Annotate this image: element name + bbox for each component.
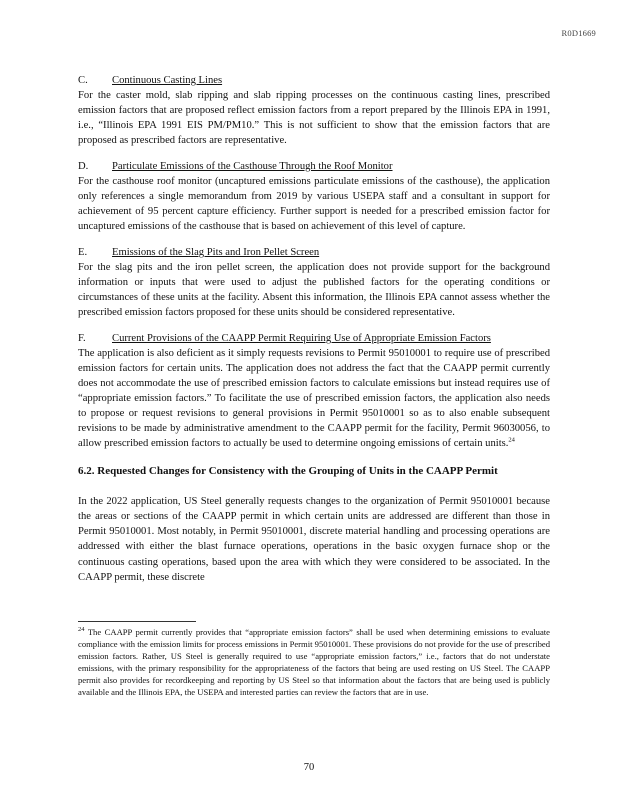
footnote-text: The CAAPP permit currently provides that “appropriate emission factors” shall be used when determining emissions to evaluate compliance with the emission limits for process emissions in Permit 95010001. These provisions do not provide for the use of prescribed emission factors. Rather, US Steel is generally required to use “appropriate emission factors,” i.e., factors that do not understate emissions, with the primary responsibility for the appropriateness of the factors that being are used resting on US Steel. The CAAPP permit also provides for recordkeeping and reporting by US Steel so that information about the factors that are being used is publicly available and the Illinois EPA, the USEPA and interested parties can review the factors that are in use. <box>78 627 550 698</box>
section-paragraph: For the caster mold, slab ripping and slab ripping processes on the continuous casting lines, prescribed emission factors that are proposed reflect emission factors from a report prepared by the Illinois EPA in 1991, i.e., “Illinois EPA 1991 EIS PM/PM10.” This is not sufficient to show that the emission factors that are proposed as prescribed factors are representative. <box>78 89 550 146</box>
section-e <box>78 247 550 320</box>
section-heading <box>78 161 550 174</box>
paragraph-6-2: In the 2022 application, US Steel generally requests changes to the organization of Permit 95010001 because the areas or sections of the CAAPP permit in which certain units are addressed are different than those in Permit 95010001. Most notably, in Permit 95010001, discrete material handling and processing operations are addressed with either the blast furnace operations, operations in the basic oxygen furnace shop or the continuous casting operations, based upon the area with which they were considered to be associated. In the CAAPP permit, these discrete <box>78 496 550 583</box>
section-title: Current Provisions of the CAAPP Permit Requiring Use of Appropriate Emission Factors <box>112 332 491 344</box>
footnote <box>78 626 550 699</box>
footnote-number: 24 <box>78 626 85 634</box>
section-title: Continuous Casting Lines <box>112 75 223 86</box>
page-id: R0D1669 <box>561 28 596 38</box>
section-letter: E. <box>78 246 88 258</box>
section-title: Emissions of the Slag Pits and Iron Pellet Screen <box>112 246 320 258</box>
section-letter: C. <box>78 75 88 86</box>
section-f <box>78 333 550 451</box>
footnote-separator <box>78 621 196 622</box>
section-heading <box>78 333 550 346</box>
section-heading <box>78 247 550 260</box>
footnote-reference[interactable]: 24 <box>508 436 515 444</box>
heading-6-2: 6.2. Requested Changes for Consistency with the Grouping of Units in the CAAPP Permit <box>78 465 498 478</box>
section-letter: D. <box>78 160 89 172</box>
section-d <box>78 161 550 234</box>
section-paragraph: For the casthouse roof monitor (uncaptured emissions particulate emissions of the casthouse), the application only references a single memorandum from 2019 by various USEPA staff and a consultant in support for achievement of 95 percent capture efficiency. Further support is needed for a prescribed emission factor for uncaptured emissions of the casthouse that is based on achievement of this level of capture. <box>78 175 550 232</box>
section-paragraph-text: The application is also deficient as it simply requests revisions to Permit 95010001 to require use of prescribed emission factors for certain units. The application does not address the fact that the CAAPP permit currently does not accommodate the use of prescribed emission factors to calculate emissions but instead requires use of “appropriate emission factors.” To facilitate the use of prescribed emission factors, the application also needs to propose or request revisions to general provisions in Permit 95010001 so as to also enable subsequent revisions to be made by administrative amendment to the CAAPP permit for the facility, Permit 96030056, to allow prescribed emission factors to actually be used to determine ongoing emissions of certain units. <box>78 347 550 450</box>
page-number: 70 <box>303 762 315 773</box>
section-letter: F. <box>78 332 86 344</box>
main-content <box>78 75 550 585</box>
section-paragraph <box>78 346 550 452</box>
section-title: Particulate Emissions of the Casthouse Through the Roof Monitor <box>112 160 393 172</box>
section-c <box>78 75 550 148</box>
section-paragraph: For the slag pits and the iron pellet screen, the application does not provide support for the background information or inputs that were used to adjust the published factors for the operating conditions or circumstances of these units at the facility. Absent this information, the Illinois EPA cannot assess whether the prescribed emission factors proposed for these units should be considered representative. <box>78 261 550 318</box>
section-heading <box>78 75 550 88</box>
